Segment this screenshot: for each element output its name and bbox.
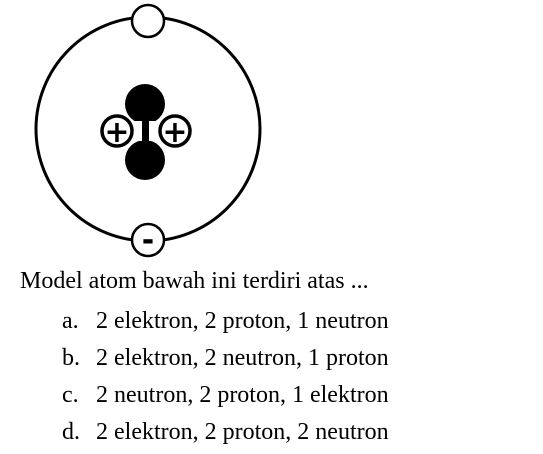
option-d-text: 2 elektron, 2 proton, 2 neutron <box>96 419 389 445</box>
proton-right <box>160 115 190 150</box>
option-a-letter: a. <box>62 308 79 334</box>
option-d-letter: d. <box>62 419 80 445</box>
option-b[interactable] <box>62 343 389 380</box>
option-a-text: 2 elektron, 2 proton, 1 neutron <box>96 308 389 334</box>
option-b-text: 2 elektron, 2 neutron, 1 proton <box>96 345 389 371</box>
proton-left-charge: + <box>104 115 130 150</box>
atom-model-diagram <box>0 0 300 262</box>
question-text: Model atom bawah ini terdiri atas ... <box>20 268 369 294</box>
neutron-top <box>125 84 165 124</box>
nucleus-center-bar <box>142 120 149 142</box>
proton-right-charge: + <box>162 115 188 150</box>
electron-bottom-charge: - <box>141 223 155 258</box>
option-c[interactable] <box>62 380 389 417</box>
answer-options <box>62 306 389 454</box>
option-a[interactable] <box>62 306 389 343</box>
electron-top <box>132 5 164 37</box>
option-b-letter: b. <box>62 345 80 371</box>
option-d[interactable] <box>62 417 389 454</box>
option-c-letter: c. <box>62 382 79 408</box>
electron-bottom <box>132 223 164 258</box>
electron-top-shape <box>132 5 164 37</box>
option-c-text: 2 neutron, 2 proton, 1 elektron <box>96 382 389 408</box>
neutron-bottom <box>125 140 165 180</box>
proton-left <box>102 115 132 150</box>
